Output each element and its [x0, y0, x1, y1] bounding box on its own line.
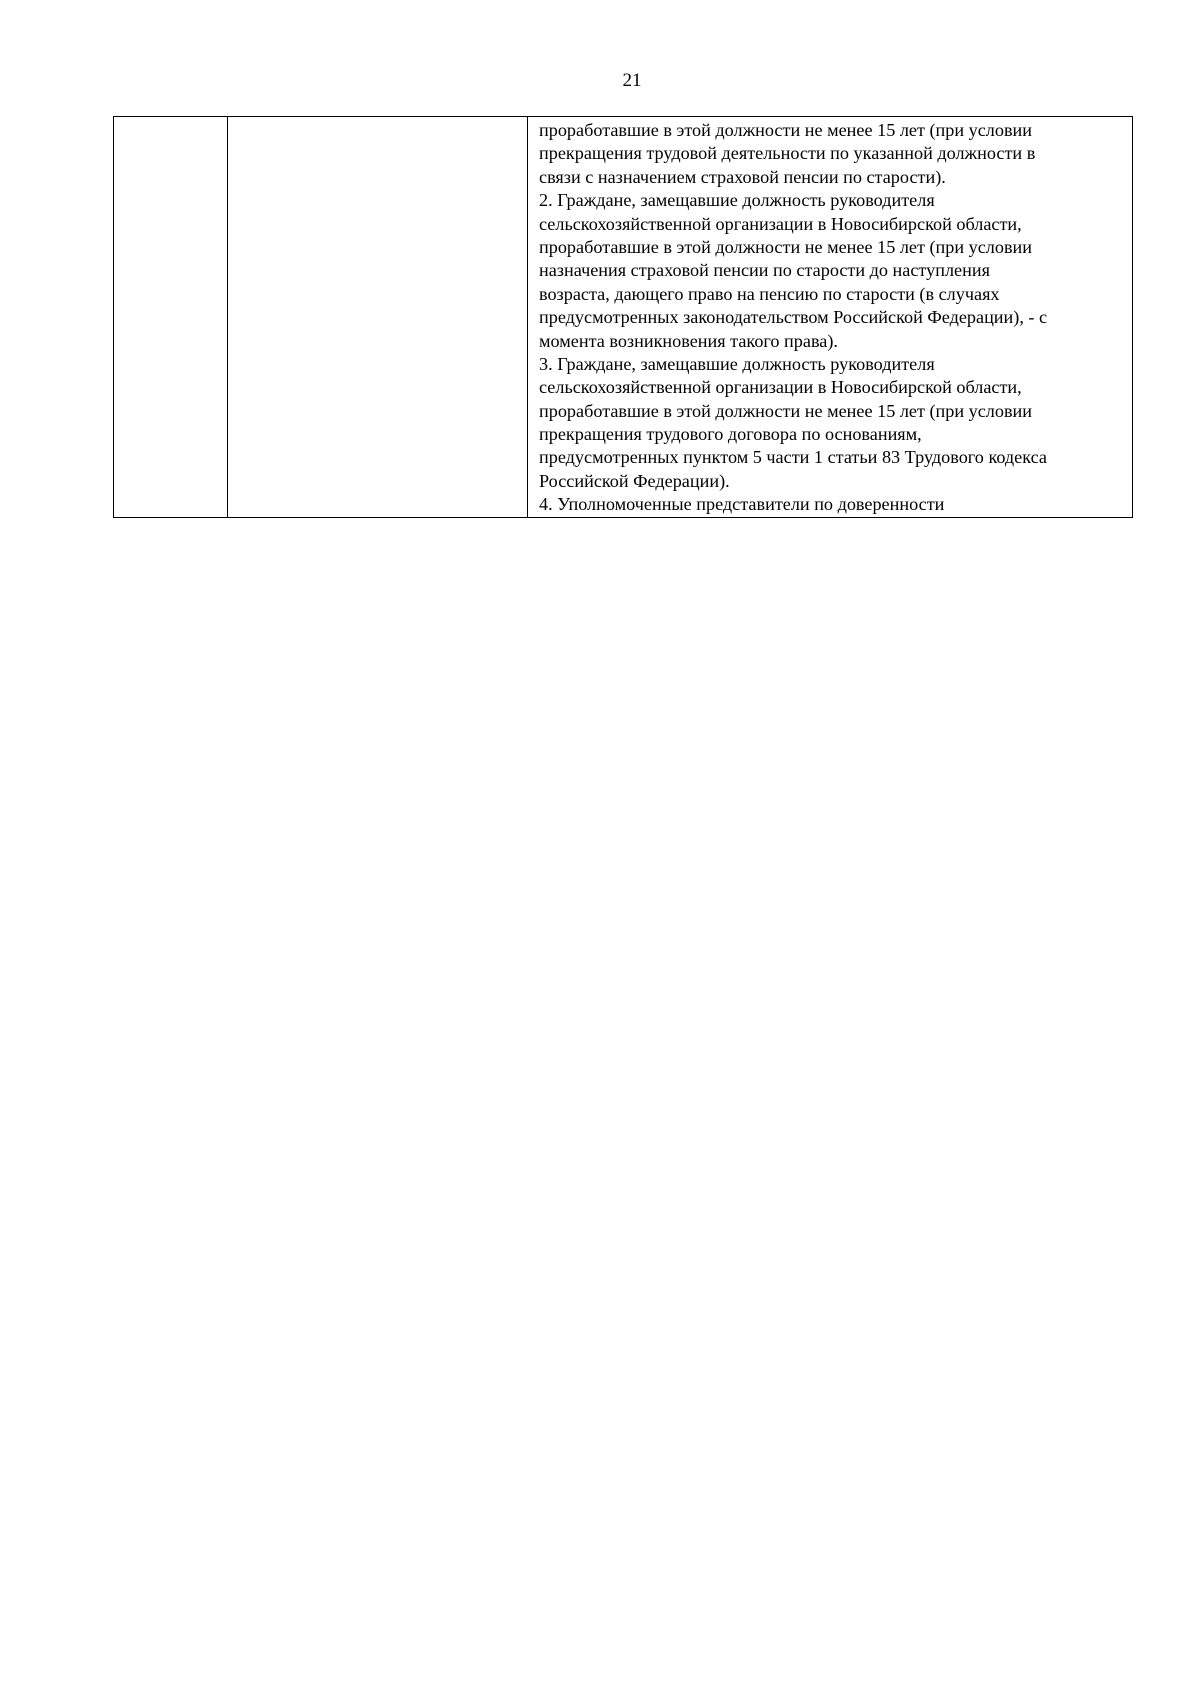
- text-line: прекращения трудовой деятельности по указанной должности в: [539, 143, 1036, 164]
- text-line: сельскохозяйственной организации в Новосибирской области,: [539, 213, 1022, 234]
- document-table: [113, 116, 1133, 518]
- table-row: [114, 117, 1133, 518]
- text-line: назначения страховой пенсии по старости до наступления: [539, 260, 990, 281]
- text-line: проработавшие в этой должности не менее 15 лет (при условии: [539, 236, 1033, 257]
- text-line: 4. Уполномоченные представители по доверенности: [539, 494, 945, 515]
- text-line: 2. Граждане, замещавшие должность руководителя: [539, 190, 935, 211]
- text-line: момента возникновения такого права).: [539, 330, 838, 351]
- text-line: предусмотренных пунктом 5 части 1 статьи 83 Трудового кодекса: [539, 447, 1048, 468]
- applicants-text: [528, 117, 1132, 517]
- table-cell-3: [528, 117, 1133, 518]
- text-line: возраста, дающего право на пенсию по старости (в случаях: [539, 283, 1000, 304]
- text-line: 3. Граждане, замещавшие должность руководителя: [539, 353, 935, 374]
- text-line: прекращения трудового договора по основаниям,: [539, 424, 922, 445]
- text-line: проработавшие в этой должности не менее 15 лет (при условии: [539, 400, 1033, 421]
- text-line: Российской Федерации).: [539, 470, 730, 491]
- text-line: проработавшие в этой должности не менее 15 лет (при условии: [539, 120, 1033, 140]
- text-line: связи с назначением страховой пенсии по старости).: [539, 166, 946, 187]
- text-line: сельскохозяйственной организации в Новосибирской области,: [539, 377, 1022, 398]
- page-number: 21: [622, 70, 642, 91]
- table-cell-2: [228, 117, 528, 518]
- table-cell-1: [114, 117, 228, 518]
- text-line: предусмотренных законодательством Российской Федерации), - с: [539, 307, 1048, 328]
